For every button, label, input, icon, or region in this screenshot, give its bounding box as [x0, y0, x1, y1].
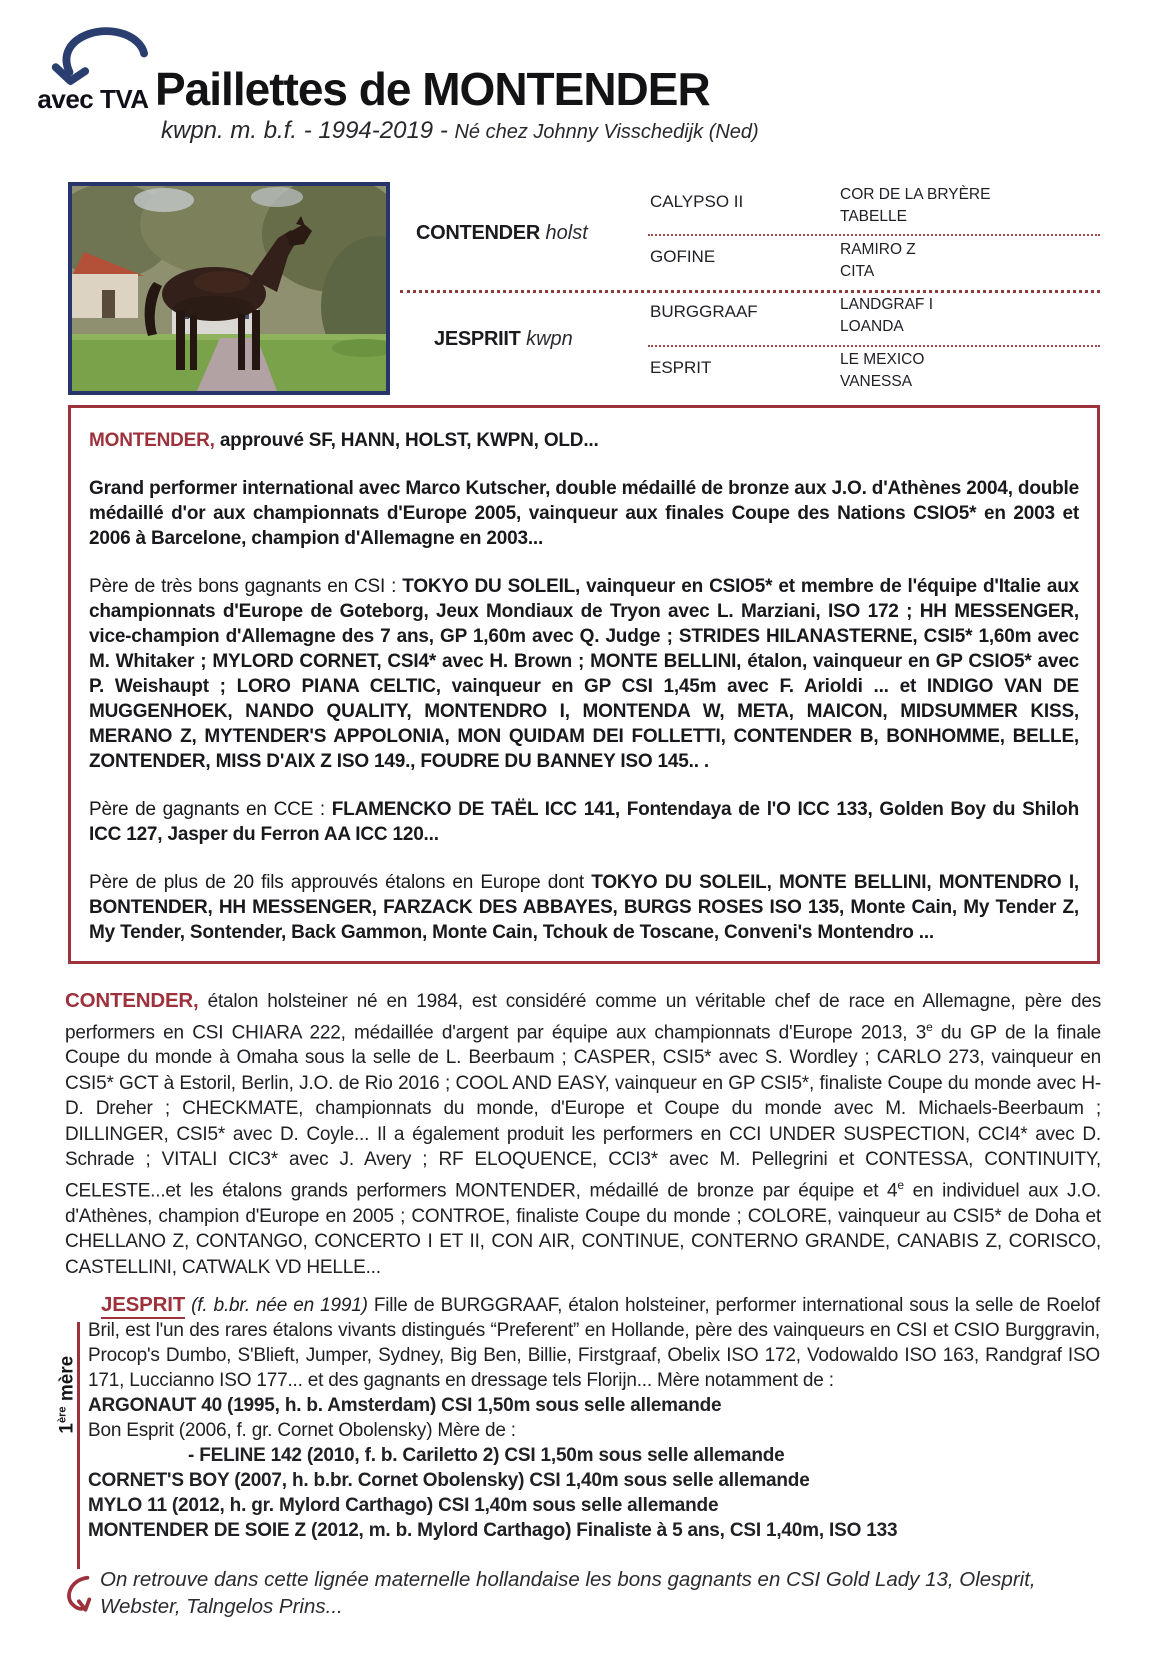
montender-cce-progeny-paragraph: Père de gagnants en CCE : FLAMENCKO DE TAËL ICC 141, Fontendaya de l'O ICC 133, Golden Boy du Shiloh ICC 127, Jasper du Ferron AA ICC 120...	[89, 799, 1079, 845]
pedigree-dam	[434, 328, 573, 351]
sire-name: CONTENDER	[416, 222, 540, 244]
progeny-line: Bon Esprit (2006, f. gr. Cornet Obolensky) Mère de :	[88, 1420, 516, 1441]
subtitle-breeder: Né chez Johnny Visschedijk (Ned)	[454, 121, 759, 143]
vat-badge: avec TVA	[37, 84, 149, 114]
montender-info-box	[68, 405, 1100, 964]
curved-arrow-icon	[42, 26, 150, 86]
pedigree-sire	[416, 222, 588, 245]
montender-box-title	[89, 428, 1079, 453]
pedigree-gen2-sire-sire: CALYPSO II	[650, 192, 744, 211]
pedigree-gen2-sire-dam: GOFINE	[650, 247, 716, 266]
ancestor: LE MEXICO	[840, 351, 925, 368]
contender-paragraph: CONTENDER, étalon holsteiner né en 1984, est considéré comme un véritable chef de race en Allemagne, père des performers en CSI CHIARA 222, médaillée d'argent par équipe aux championnats d'Europe 2013, 3e du GP de la finale Coupe du monde à Omaha sous la selle de L. Beerbaum ; CASPER, CSI5* avec S. Wordley ; CARLO 273, vainqueur en CSI5* GCT à Estoril, Berlin, J.O. de Rio 2016 ; COOL AND EASY, vainqueur en GP CSI5*, finaliste Coupe du monde avec H-D. Dreher ; CHECKMATE, championnats du monde, d'Europe et Coupe du monde avec M. Michaels-Beerbaum ; DILLINGER, CSI5* avec D. Coyle... Il a également produit les performers en CCI UNDER SUSPECTION, CCI4* avec D. Schrade ; VITALI CIC3* avec J. Avery ; RF ELOQUENCE, CCI3* avec M. Pellegrini et CONTESSA, CONTINUITY, CELESTE...et les étalons grands performers MONTENDER, médaillé de bronze par équipe et 4e en individuel aux J.O. d'Athènes, champion d'Europe en 2005 ; CONTROE, finaliste Coupe du monde ; COLORE, vainqueur au CSI5* de Doha et CHELLANO Z, CONTANGO, CONCERTO I ET II, CON AIR, CONTINUE, CONTERNO GRANDE, CANABIS Z, CORISCO, CASTELLINI, CATWALK VD HELLE...	[65, 989, 1101, 1278]
montender-performer-paragraph: Grand performer international avec Marco Kutscher, double médaillé de bronze aux J.O. d'Athènes 2004, double médaillé d'or aux championnats d'Europe 2005, vainqueur aux finales Coupe des Nations CSIO5* en 2003 et 2006 à Barcelone, champion d'Allemagne en 2003...	[89, 478, 1079, 549]
jesprit-paragraph: JESPRIT (f. b.br. née en 1991) Fille de BURGGRAAF, étalon holsteiner, performer international sous la selle de Roelof Bril, est l'un des rares étalons vivants distingués “Preferent” en Hollande, père des vainqueurs en CSI et CSIO Burggravin, Procop's Dumbo, S'Blieft, Jumper, Sydney, Big Ben, Billie, Firstgraaf, Obelix ISO 172, Vodowaldo ISO 163, Randgraf ISO 171, Luccianno ISO 177... et des gagnants en dressage tels Florijn... Mère notamment de :	[88, 1293, 1100, 1391]
progeny-line: - FELINE 142 (2010, f. b. Cariletto 2) CSI 1,50m sous selle allemande	[188, 1445, 785, 1466]
montender-approved-sons-paragraph: Père de plus de 20 fils approuvés étalons en Europe dont TOKYO DU SOLEIL, MONTE BELLINI, MONTENDRO I, BONTENDER, HH MESSENGER, FARZACK DES ABBAYES, BURGS ROSES ISO 135, Monte Cain, My Tender Z, My Tender, Sontender, Back Gammon, Monte Cain, Tchouk de Toscane, Conveni's Montendro ...	[89, 872, 1079, 943]
ancestor: CITA	[840, 263, 875, 280]
ancestor: TABELLE	[840, 208, 907, 225]
pedigree-gen2-dam-dam: ESPRIT	[650, 358, 712, 377]
dam-studbook: kwpn	[520, 328, 573, 350]
pedigree-gen3-pair-2	[840, 239, 916, 283]
pedigree-gen3-pair-4	[840, 349, 924, 393]
footnote-text: On retrouve dans cette lignée maternelle hollandaise les bons gagnants en CSI Gold Lady 13, Olesprit, Webster, Talngelos Prins...	[100, 1568, 1036, 1618]
ancestor: LANDGRAF I	[840, 296, 934, 313]
dam-line-section	[56, 1292, 1100, 1543]
jesprit-birth-info: (f. b.br. née en 1991)	[185, 1295, 374, 1316]
ancestor: RAMIRO Z	[840, 241, 916, 258]
first-dam-vertical-label: 1ère mère	[56, 1355, 78, 1434]
contender-name: CONTENDER,	[65, 989, 199, 1012]
progeny-line: MONTENDER DE SOIE Z (2012, m. b. Mylord Carthago) Finaliste à 5 ans, CSI 1,40m, ISO 133	[88, 1520, 898, 1541]
horse-photo	[68, 182, 390, 395]
montender-csi-progeny-paragraph: Père de très bons gagnants en CSI : TOKYO DU SOLEIL, vainqueur en CSIO5* et membre de l'équipe d'Italie aux championnats d'Europe de Goteborg, Jeux Mondiaux de Tryon avec L. Marziani, ISO 172 ; HH MESSENGER, vice-champion d'Allemagne des 7 ans, GP 1,60m avec Q. Judge ; STRIDES HILANASTERNE, CSI5* 1,60m avec M. Whitaker ; MYLORD CORNET, CSI4* avec H. Brown ; MONTE BELLINI, étalon, vainqueur en GP CSIO5* avec P. Weishaupt ; LORO PIANA CELTIC, vainqueur en GP CSI 1,45m avec F. Arioldi ... et INDIGO VAN DE MUGGENHOEK, NANDO QUALITY, MONTENDRO I, MONTENDA W, META, MAICON, MIDSUMMER KISS, MERANO Z, MYTENDER'S APPOLONIA, MON QUIDAM DEI FOLLETTI, CONTENDER B, BONHOMME, BELLE, ZONTENDER, MISS D'AIX Z ISO 149., FOUDRE DU BANNEY ISO 145.. .	[89, 576, 1079, 772]
pedigree-gen3-pair-3	[840, 294, 933, 338]
sire-studbook: holst	[539, 222, 588, 244]
jesprit-name: JESPRIT	[101, 1293, 185, 1319]
progeny-line: ARGONAUT 40 (1995, h. b. Amsterdam) CSI 1,50m sous selle allemande	[88, 1395, 722, 1416]
maternal-line-footnote	[62, 1566, 1106, 1620]
hook-arrow-icon	[62, 1574, 94, 1618]
ancestor: VANESSA	[840, 373, 913, 390]
montender-approvals: approuvé SF, HANN, HOLST, KWPN, OLD...	[214, 430, 599, 451]
pedigree-gen3-pair-1	[840, 184, 990, 228]
page-title: Paillettes de MONTENDER	[155, 63, 710, 115]
page-subtitle	[161, 117, 759, 145]
montender-name: MONTENDER,	[89, 430, 215, 451]
progeny-line: CORNET'S BOY (2007, h. b.br. Cornet Obolensky) CSI 1,40m sous selle allemande	[88, 1470, 810, 1491]
progeny-line: MYLO 11 (2012, h. gr. Mylord Carthago) CSI 1,40m sous selle allemande	[88, 1495, 719, 1516]
pedigree-divider-dotted	[648, 234, 1100, 236]
ancestor: COR DE LA BRYÈRE	[840, 186, 991, 203]
subtitle-breed-dates: kwpn. m. b.f. - 1994-2019 -	[161, 117, 455, 144]
pedigree-divider-dotted	[648, 345, 1100, 347]
ancestor: LOANDA	[840, 318, 904, 335]
pedigree-main-divider-dotted	[400, 290, 1100, 293]
dam-name: JESPRIIT	[434, 328, 521, 350]
pedigree-gen2-dam-sire: BURGGRAAF	[650, 302, 758, 321]
